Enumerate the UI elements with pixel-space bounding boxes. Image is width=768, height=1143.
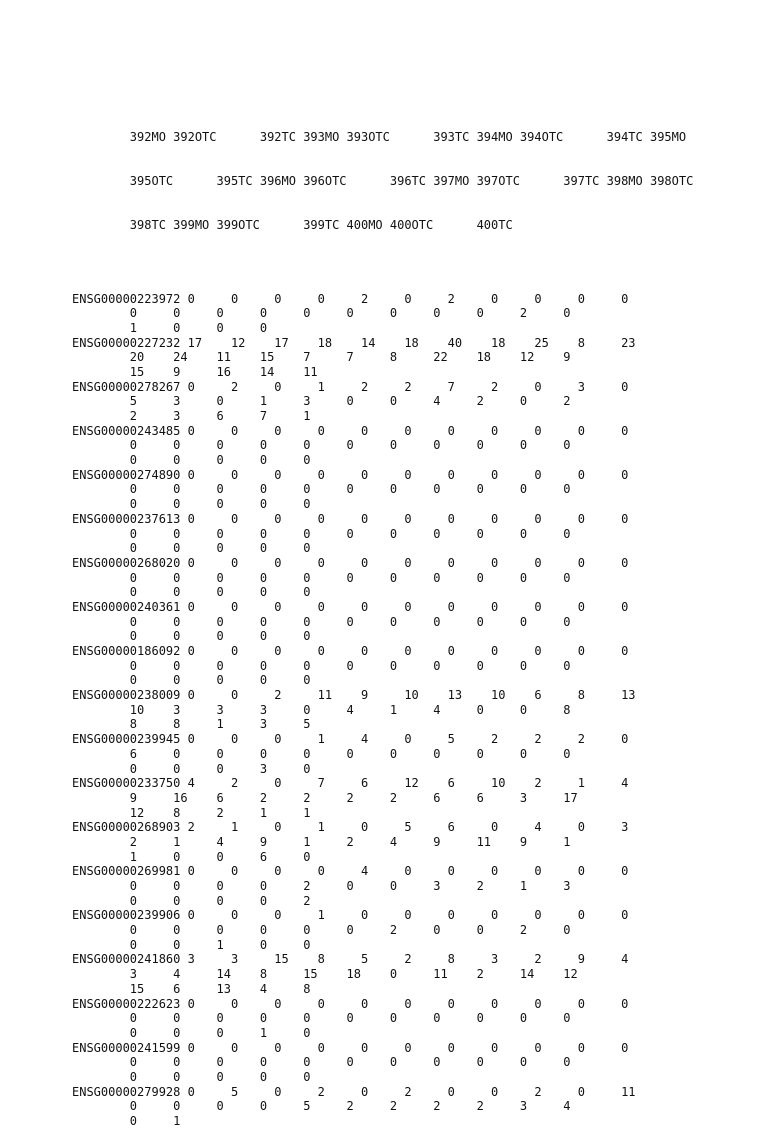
table-row — [72, 688, 693, 732]
table-row — [72, 732, 693, 776]
row-line-first: ENSG00000278267 0 2 0 1 2 2 7 2 0 3 0 — [72, 379, 629, 394]
row-line-first: ENSG00000222623 0 0 0 0 0 0 0 0 0 0 0 — [72, 996, 629, 1011]
row-line-wrap: 1 0 0 0 — [72, 320, 268, 335]
row-line-wrap: 5 3 0 1 3 0 0 4 2 0 2 — [72, 394, 571, 409]
row-line-first: ENSG00000243485 0 0 0 0 0 0 0 0 0 0 0 — [72, 423, 629, 438]
row-line-first: ENSG00000241860 3 3 15 8 5 2 8 3 2 9 4 — [72, 952, 629, 967]
row-line-wrap: 0 0 0 0 0 — [72, 673, 311, 688]
row-line-wrap: 1 0 0 6 0 — [72, 849, 311, 864]
row-line-wrap: 3 4 14 8 15 18 0 11 2 14 12 — [72, 967, 578, 982]
row-line-wrap: 0 0 0 0 0 — [72, 453, 311, 468]
row-line-wrap: 0 0 0 0 0 0 0 0 0 0 0 — [72, 438, 571, 453]
row-line-wrap: 0 0 0 0 2 — [72, 893, 311, 908]
row-line-first: ENSG00000223972 0 0 0 0 2 0 2 0 0 0 0 — [72, 291, 629, 306]
row-line-wrap: 0 0 0 0 0 0 0 0 0 0 0 — [72, 526, 571, 541]
row-line-wrap: 0 0 1 0 0 — [72, 937, 311, 952]
row-line-wrap: 10 3 3 3 0 4 1 4 0 0 8 — [72, 702, 571, 717]
table-row — [72, 292, 693, 336]
row-line-first: ENSG00000268020 0 0 0 0 0 0 0 0 0 0 0 — [72, 555, 629, 570]
row-line-wrap: 9 16 6 2 2 2 2 6 6 3 17 — [72, 790, 578, 805]
row-line-wrap: 0 0 0 0 0 0 0 0 0 0 0 — [72, 570, 571, 585]
table-row — [72, 864, 693, 908]
row-line-wrap: 8 8 1 3 5 — [72, 717, 311, 732]
row-line-first: ENSG00000240361 0 0 0 0 0 0 0 0 0 0 0 — [72, 599, 629, 614]
row-line-wrap: 0 0 0 0 0 — [72, 629, 311, 644]
table-row — [72, 1085, 693, 1129]
row-line-wrap: 0 1 — [72, 1114, 181, 1128]
row-line-wrap: 12 8 2 1 1 — [72, 805, 311, 820]
header-line: 395OTC 395TC 396MO 396OTC 396TC 397MO 397OTC 397TC 398MO 398OTC — [72, 173, 694, 188]
row-line-wrap: 15 9 16 14 11 — [72, 364, 318, 379]
row-line-wrap: 6 0 0 0 0 0 0 0 0 0 0 — [72, 746, 571, 761]
header-line: 392MO 392OTC 392TC 393MO 393OTC 393TC 394MO 394OTC 394TC 395MO — [72, 129, 687, 144]
table-row — [72, 952, 693, 996]
table-row — [72, 336, 693, 380]
row-line-first: ENSG00000239945 0 0 0 1 4 0 5 2 2 2 0 — [72, 732, 629, 747]
row-line-wrap: 0 0 0 0 0 0 0 0 0 0 0 — [72, 658, 571, 673]
row-line-first: ENSG00000268903 2 1 0 1 0 5 6 0 4 0 3 — [72, 820, 629, 835]
table-row — [72, 644, 693, 688]
row-line-wrap: 2 3 6 7 1 — [72, 409, 311, 423]
row-line-wrap: 0 0 0 0 2 0 0 3 2 1 3 — [72, 879, 571, 893]
expression-count-table — [72, 71, 693, 1143]
table-row — [72, 468, 693, 512]
row-line-first: ENSG00000238009 0 0 2 11 9 10 13 10 6 8 13 — [72, 688, 636, 703]
row-line-first: ENSG00000237613 0 0 0 0 0 0 0 0 0 0 0 — [72, 511, 629, 526]
row-line-first: ENSG00000269981 0 0 0 0 4 0 0 0 0 0 0 — [72, 864, 629, 879]
table-row — [72, 556, 693, 600]
row-line-wrap: 2 1 4 9 1 2 4 9 11 9 1 — [72, 834, 571, 849]
row-line-wrap: 0 0 0 0 0 0 0 0 0 0 0 — [72, 1055, 571, 1070]
row-line-first: ENSG00000279928 0 5 0 2 0 2 0 0 2 0 11 — [72, 1084, 636, 1099]
row-line-first: ENSG00000239906 0 0 0 1 0 0 0 0 0 0 0 — [72, 908, 629, 923]
row-line-wrap: 0 0 0 0 0 0 0 0 0 0 0 — [72, 482, 571, 497]
row-line-wrap: 0 0 0 0 0 0 0 0 0 2 0 — [72, 306, 571, 321]
row-line-first: ENSG00000274890 0 0 0 0 0 0 0 0 0 0 0 — [72, 467, 629, 482]
table-row — [72, 424, 693, 468]
row-line-wrap: 0 0 0 0 5 2 2 2 2 3 4 — [72, 1099, 571, 1114]
table-header — [72, 100, 693, 262]
row-line-wrap: 0 0 0 0 0 0 2 0 0 2 0 — [72, 923, 571, 938]
row-line-wrap: 0 0 0 0 0 — [72, 1069, 311, 1084]
table-row — [72, 997, 693, 1041]
table-row — [72, 1041, 693, 1085]
table-row — [72, 776, 693, 820]
table-row — [72, 600, 693, 644]
row-line-wrap: 0 0 0 0 0 0 0 0 0 0 0 — [72, 614, 571, 629]
header-line: 398TC 399MO 399OTC 399TC 400MO 400OTC 400TC — [72, 218, 513, 232]
row-line-wrap: 0 0 0 0 0 — [72, 585, 311, 600]
row-line-first: ENSG00000233750 4 2 0 7 6 12 6 10 2 1 4 — [72, 776, 629, 791]
table-row — [72, 820, 693, 864]
row-line-wrap: 0 0 0 3 0 — [72, 761, 311, 776]
table-row — [72, 908, 693, 952]
table-row — [72, 512, 693, 556]
row-line-wrap: 15 6 13 4 8 — [72, 981, 311, 996]
row-line-first: ENSG00000186092 0 0 0 0 0 0 0 0 0 0 0 — [72, 644, 629, 658]
row-line-wrap: 20 24 11 15 7 7 8 22 18 12 9 — [72, 350, 571, 365]
table-row — [72, 380, 693, 424]
table-body — [72, 292, 693, 1129]
row-line-wrap: 0 0 0 1 0 — [72, 1025, 311, 1040]
row-line-first: ENSG00000241599 0 0 0 0 0 0 0 0 0 0 0 — [72, 1040, 629, 1055]
row-line-first: ENSG00000227232 17 12 17 18 14 18 40 18 25 8 23 — [72, 335, 636, 350]
row-line-wrap: 0 0 0 0 0 — [72, 541, 311, 556]
row-line-wrap: 0 0 0 0 0 0 0 0 0 0 0 — [72, 1011, 571, 1026]
row-line-wrap: 0 0 0 0 0 — [72, 497, 311, 512]
